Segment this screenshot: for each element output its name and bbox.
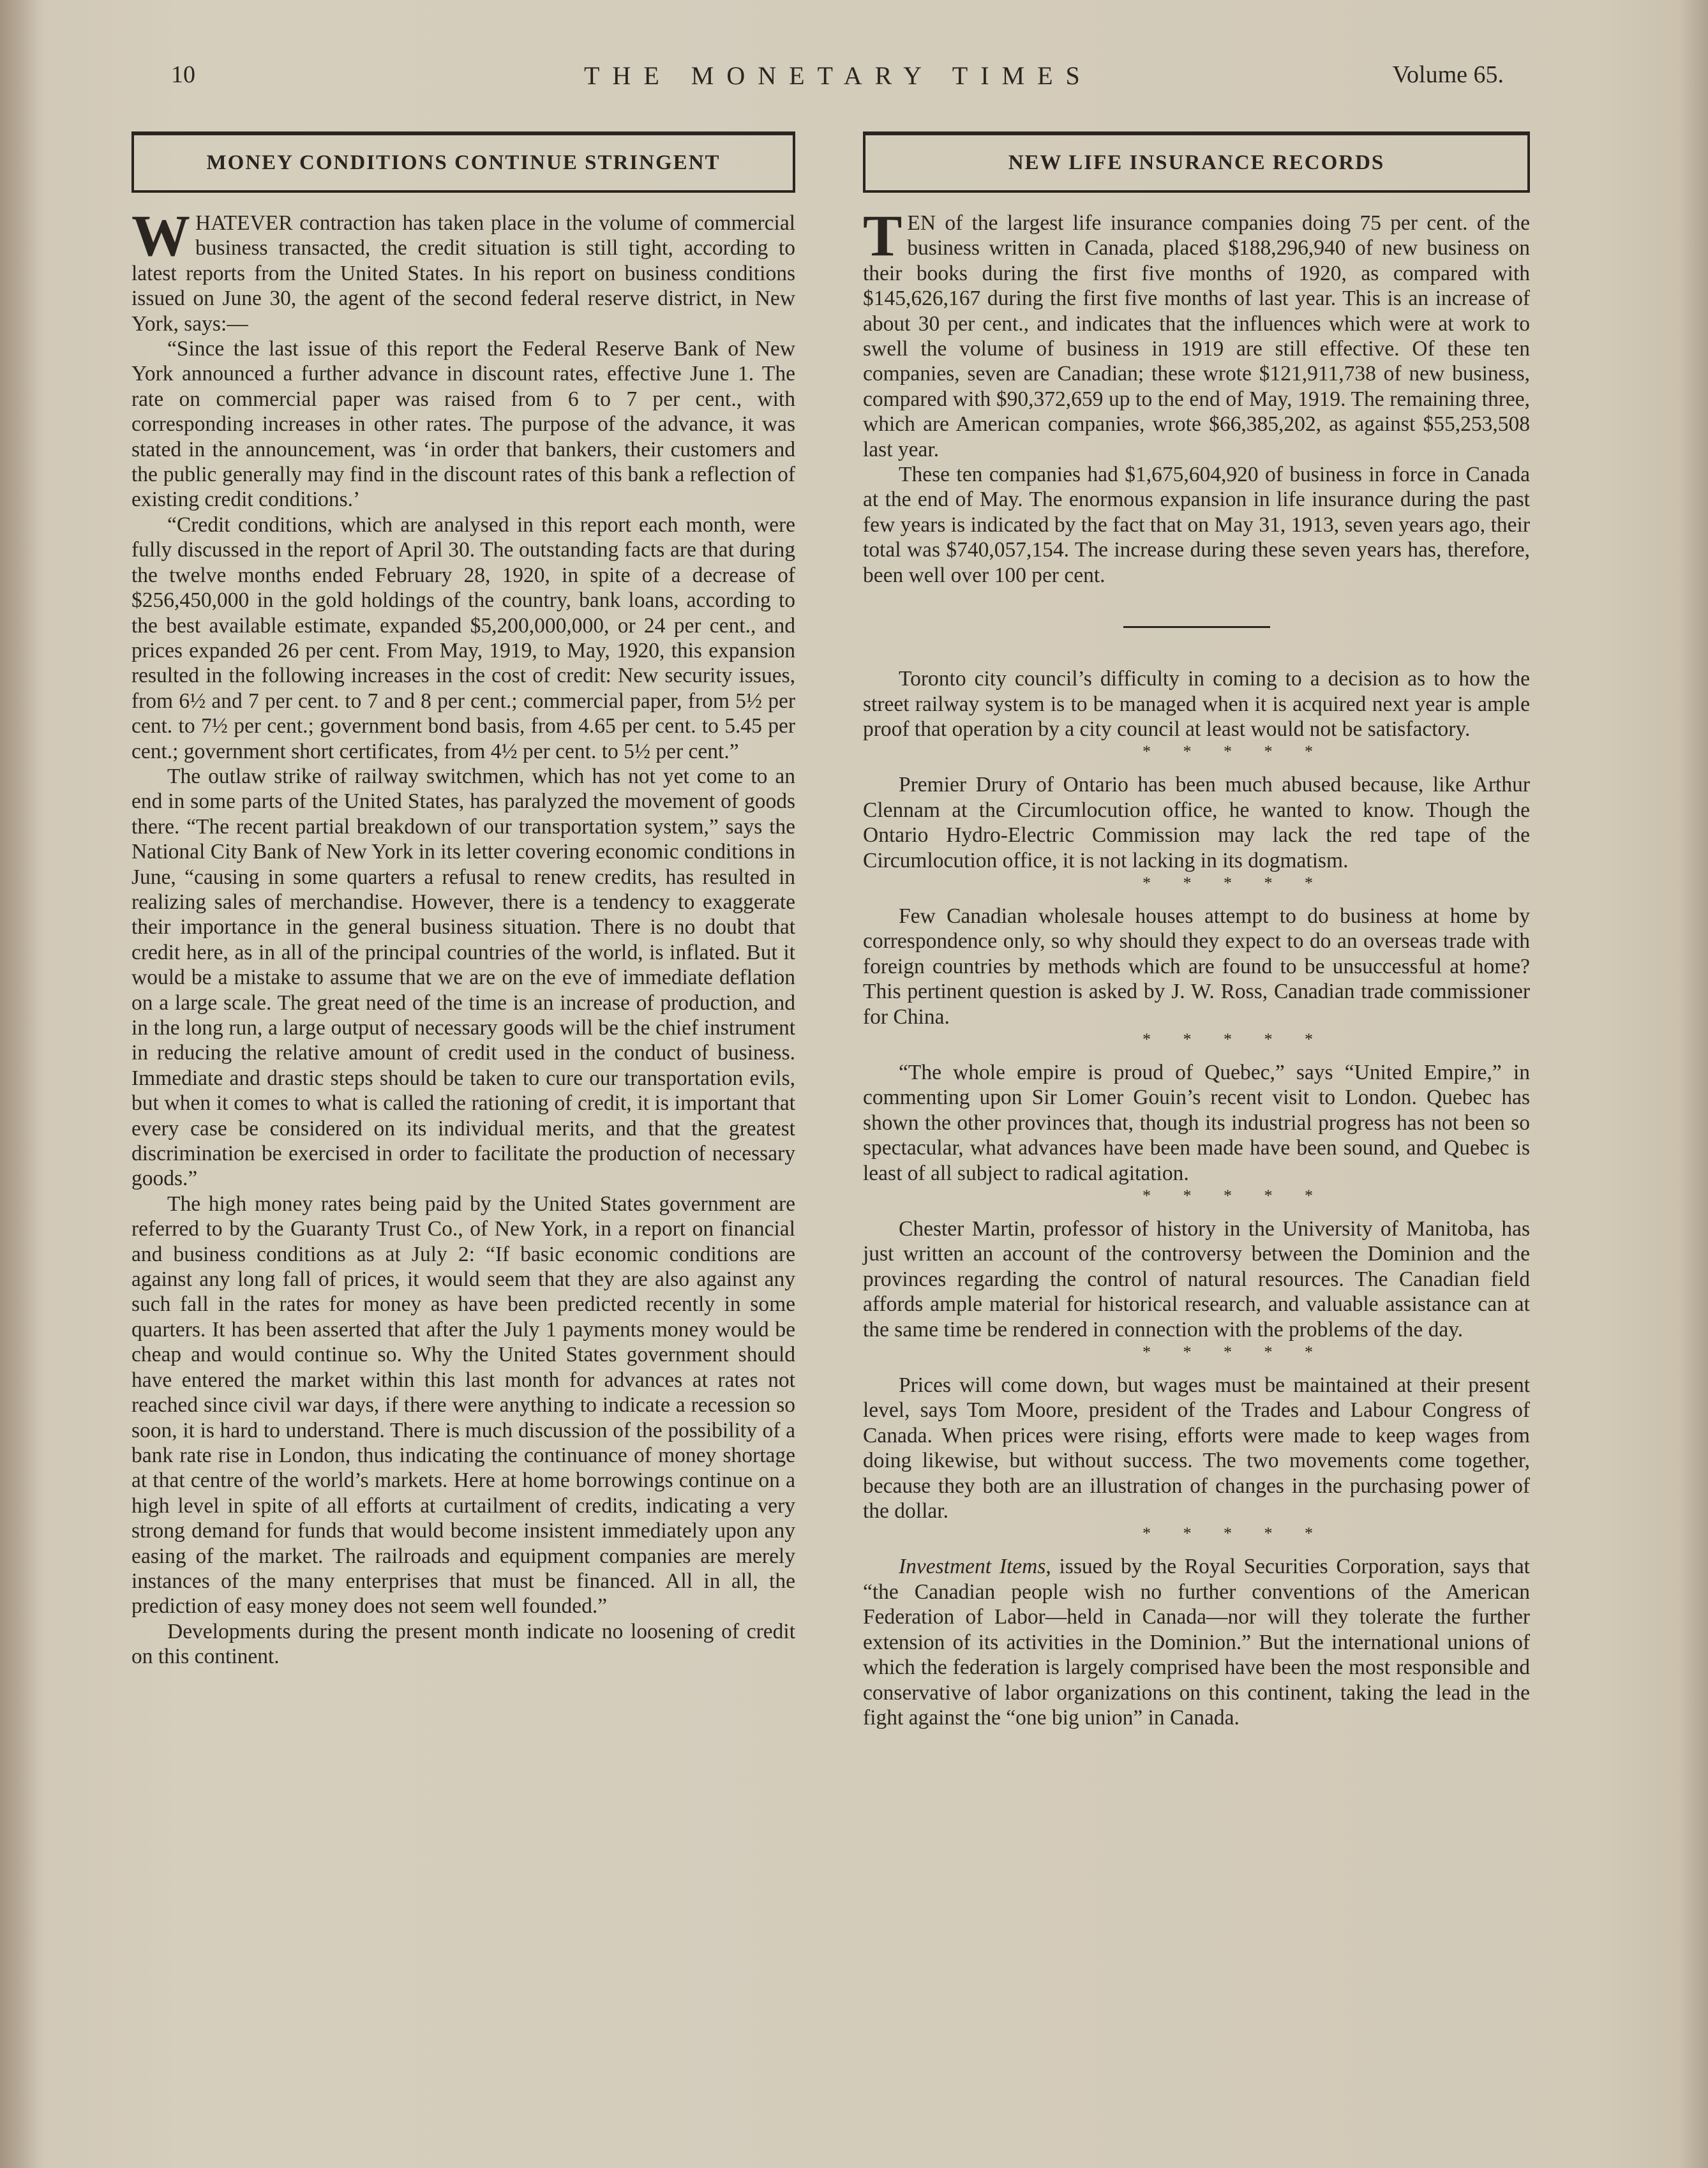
star-separator: * * * * * (1142, 1343, 1327, 1362)
page-edge (1679, 0, 1708, 2168)
article-paragraph: WHATEVER contraction has taken place in the volume of commercial business transacted, the credit situation is still tight, according to latest reports from the United States. In his report on business conditions issued on June 30, the agent of the second federal reserve district, in New York, says:— (131, 203, 795, 336)
editorial-note: “The whole empire is proud of Quebec,” says “United Empire,” in commenting upon Sir Lomer Gouin’s recent visit to London. Quebec has shown the other provinces that, though its industrial progress has not been so spectacular, what advances have been made have been sound, and Quebec is least of all subject to radical agitation. (863, 1060, 1530, 1185)
page-number: 10 (171, 61, 195, 88)
volume-label: Volume 65. (1392, 61, 1504, 88)
article-paragraph: “Since the last issue of this report the Federal Reserve Bank of New York announced a further advance in discount rates, effective June 1. The rate on commercial paper was raised from 6 to 7 per cent., with corresponding increases in other rates. The purpose of the advance, it was stated in the announcement, was ‘in order that bankers, their customers and the public generally may find in the discount rates of this bank a reflection of existing credit conditions.’ (131, 337, 795, 512)
star-separator: * * * * * (1142, 742, 1327, 761)
article-paragraph: TEN of the largest life insurance companies doing 75 per cent. of the business written in Canada, placed $188,296,940 of new business on their books during the first five months of 1920, as compared with $145,626,167 during the first five months of last year. This is an increase of about 30 per cent., and indicates that the influences which were at work to swell the volume of business in 1919 are still effective. Of these ten companies, seven are Canadian; these wrote $121,911,738 of new business, compared with $90,372,659 up to the end of May, 1919. The remaining three, which are American companies, wrote $66,385,202, as against $55,253,508 last year. (863, 203, 1530, 461)
right-column (863, 131, 1530, 1730)
publication-name: Investment Items (899, 1555, 1046, 1579)
editorial-note: Prices will come down, but wages must be maintained at their present level, says Tom Moore, president of the Trades and Labour Congress of Canada. When prices were rising, efforts were made to keep wages from doing likewise, but without success. The two movements come together, because they both are an illustration of changes in the purchasing power of the dollar. (863, 1373, 1530, 1523)
article-paragraph: Developments during the present month indicate no loosening of credit on this continent. (131, 1619, 795, 1669)
section-divider (1123, 626, 1270, 628)
article-paragraph: These ten companies had $1,675,604,920 of business in force in Canada at the end of May. The enormous expansion in life insurance during the past few years is indicated by the fact that on May 31, 1913, seven years ago, their total was $740,057,154. The increase during these seven years has, therefore, been well over 100 per cent. (863, 463, 1530, 587)
article-heading-money: MONEY CONDITIONS CONTINUE STRINGENT (131, 131, 795, 193)
publication-title: THE MONETARY TIMES (584, 61, 1093, 90)
article-paragraph: The high money rates being paid by the United States government are referred to by the Guaranty Trust Co., of New York, in a report on financial and business conditions as at July 2: “If basic economic conditions are against any long fall of prices, it would seem that they are also against any such fall in the rates for money as have been predicted recently in some quarters. It has been asserted that after the July 1 payments money would be cheap and would continue so. Why the United States government should have entered the market within this last month for advances at rates not reached since civil war days, if there were anything to indicate a recession so soon, it is hard to understand. There is much discussion of the possibility of a bank rate rise in London, thus indicating the continuance of money shortage at that centre of the world’s markets. Here at home borrowings continue on a high level in spite of all efforts at curtailment of credits, indicating a very strong demand for funds that would become insistent immediately upon any easing of the market. The railroads and equipment companies are merely instances of the many enterprises that must be financed. All in all, the prediction of easy money does not seem well founded.” (131, 1192, 795, 1619)
star-separator: * * * * * (1142, 1186, 1327, 1205)
editorial-note-last (863, 1554, 1530, 1730)
binding-shadow (0, 0, 45, 2168)
star-separator: * * * * * (1142, 1029, 1327, 1049)
article-paragraph: “Credit conditions, which are analysed in this report each month, were fully discussed in the report of April 30. The outstanding facts are that during the twelve months ended February 28, 1920, in spite of a decrease of $256,450,000 in the gold holdings of the country, bank loans, according to the best available estimate, expanded $5,200,000,000, or 24 per cent., and prices expanded 26 per cent. From May, 1919, to May, 1920, this expansion resulted in the following increases in the cost of credit: New security issues, from 6½ and 7 per cent. to 7 and 8 per cent.; commercial paper, from 5½ per cent. to 7½ per cent.; government bond basis, from 4.65 per cent. to 5.45 per cent.; government short certificates, from 4½ per cent. to 5½ per cent.” (131, 512, 795, 763)
star-separator: * * * * * (1142, 1524, 1327, 1543)
editorial-note: Chester Martin, professor of history in the University of Manitoba, has just written an account of the controversy between the Dominion and the provinces regarding the control of natural resources. The Canadian field affords ample material for historical research, and valuable assistance can at the same time be rendered in connection with the problems of the day. (863, 1217, 1530, 1342)
editorial-note: Premier Drury of Ontario has been much abused because, like Arthur Clennam at the Circumlocution office, he wanted to know. Though the Ontario Hydro-Electric Commission may lack the red tape of the Circumlocution office, it is not lacking in its dogmatism. (863, 773, 1530, 872)
article-paragraph: The outlaw strike of railway switchmen, which has not yet come to an end in some parts of the United States, has paralyzed the movement of goods there. “The recent partial breakdown of our transportation system,” says the National City Bank of New York in its letter covering economic conditions in June, “causing in some quarters a refusal to renew credits, has resulted in realizing sales of merchandise. However, there is a tendency to exaggerate their importance in the general business situation. There is no doubt that credit here, as in all of the principal countries of the world, is inflated. But it would be a mistake to assume that we are on the eve of immediate deflation on a large scale. The great need of the time is an increase of production, and in the long run, a large output of necessary goods will be the chief instrument in reducing the relative amount of credit used in the conduct of business. Immediate and drastic steps should be taken to cure our transportation evils, but when it comes to what is called the rationing of credit, it is important that every case be considered on its individual merits, and that the greatest discrimination be exercised in order to facilitate the production of necessary goods.” (131, 764, 795, 1191)
editorial-note: Toronto city council’s difficulty in coming to a decision as to how the street railway system is to be managed when it is acquired next year is ample proof that operation by a city council at least would not be satisfactory. (863, 667, 1530, 741)
note-body: , issued by the Royal Securities Corporation, says that “the Canadian people wish no further conventions of the American Federation of Labor—held in Canada—nor will they tolerate the further extension of its activities in the Dominion.” But the international unions of which the federation is largely comprised have been the most responsible and conservative of labor organizations on this continent, taking the lead in the fight against the “one big union” in Canada. (863, 1555, 1530, 1730)
left-column (131, 131, 795, 1670)
star-separator: * * * * * (1142, 873, 1327, 892)
article-heading-insurance: NEW LIFE INSURANCE RECORDS (863, 131, 1530, 193)
editorial-note: Few Canadian wholesale houses attempt to do business at home by correspondence only, so why should they expect to do an overseas trade with foreign countries by methods which are found to be unsuccessful at home? This pertinent question is asked by J. W. Ross, Canadian trade commissioner for China. (863, 904, 1530, 1029)
